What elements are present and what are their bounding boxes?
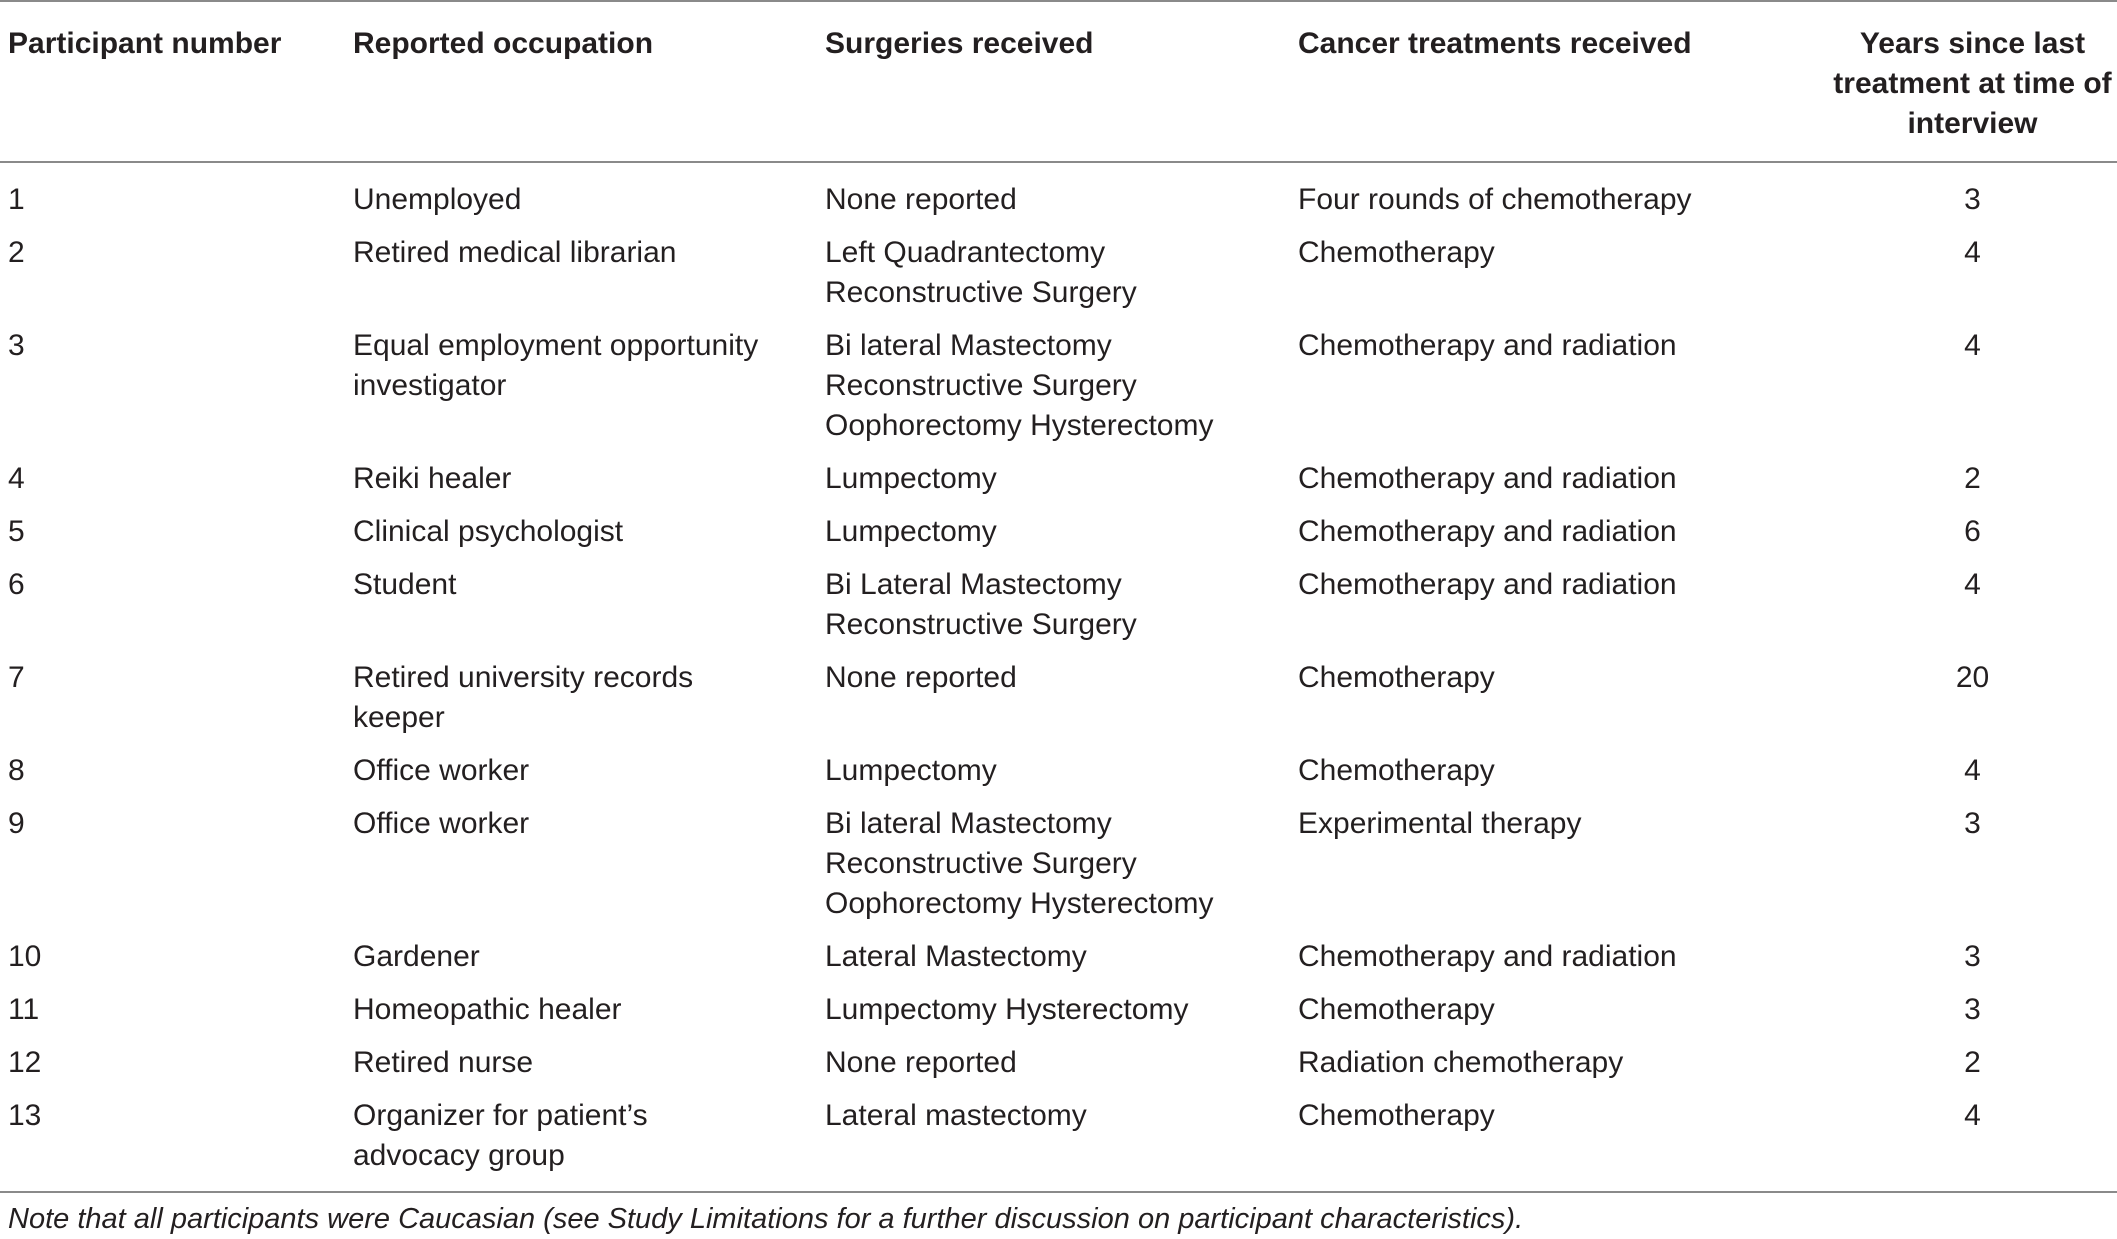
cell-treatments: Chemotherapy [1298,754,1495,787]
table-row [0,320,2117,453]
cell-surgeries: Lateral mastectomy [825,1099,1087,1132]
table-row [0,652,2117,745]
cell-years: 4 [1964,329,1981,362]
cell-participant-number: 3 [8,329,25,362]
cell-surgeries: Bi Lateral Mastectomy Reconstructive Surgery [825,568,1137,641]
cell-participant-number: 13 [8,1099,42,1132]
table-row [0,453,2117,506]
cell-years: 3 [1964,807,1981,840]
cell-participant-number: 6 [8,568,25,601]
cell-surgeries: Lumpectomy [825,462,997,495]
cell-years: 4 [1964,1099,1981,1132]
table-row [0,506,2117,559]
cell-participant-number: 5 [8,515,25,548]
cell-surgeries: None reported [825,661,1017,694]
header-participant-number: Participant number [8,27,282,60]
cell-treatments: Chemotherapy and radiation [1298,329,1677,362]
cell-treatments: Chemotherapy [1298,993,1495,1026]
table-row [0,745,2117,798]
cell-occupation: Office worker [353,807,530,840]
cell-participant-number: 4 [8,462,25,495]
header-surgeries-received: Surgeries received [825,27,1094,60]
cell-years: 6 [1964,515,1981,548]
table-row [0,559,2117,652]
table-row [0,1037,2117,1090]
cell-years: 3 [1964,183,1981,216]
cell-treatments: Four rounds of chemotherapy [1298,183,1692,216]
table-footer [0,1192,2117,1239]
cell-surgeries: None reported [825,183,1017,216]
cell-treatments: Experimental therapy [1298,807,1582,840]
cell-occupation: Equal employment opportunity investigator [353,329,759,402]
cell-years: 2 [1964,1046,1981,1079]
cell-surgeries: Lateral Mastectomy [825,940,1087,973]
table-row [0,162,2117,227]
cell-participant-number: 2 [8,236,25,269]
cell-occupation: Retired university records keeper [353,661,694,734]
cell-occupation: Organizer for patient’s advocacy group [353,1099,648,1172]
table-header [0,1,2117,162]
cell-participant-number: 10 [8,940,42,973]
header-row [0,1,2117,162]
cell-years: 20 [1955,661,1990,694]
cell-participant-number: 8 [8,754,25,787]
cell-surgeries: Bi lateral Mastectomy Reconstructive Surgery Oophorectomy Hysterectomy [825,329,1214,442]
table-row [0,931,2117,984]
cell-years: 4 [1964,754,1981,787]
header-reported-occupation: Reported occupation [353,27,654,60]
cell-years: 4 [1964,568,1981,601]
table-body [0,162,2117,1192]
cell-occupation: Office worker [353,754,530,787]
cell-treatments: Chemotherapy and radiation [1298,568,1677,601]
cell-surgeries: Lumpectomy Hysterectomy [825,993,1189,1026]
cell-years: 4 [1964,236,1981,269]
table-row [0,984,2117,1037]
cell-surgeries: Bi lateral Mastectomy Reconstructive Surgery Oophorectomy Hysterectomy [825,807,1214,920]
table-note: Note that all participants were Caucasian (see Study Limitations for a further discussion on participant characteristics). [8,1203,1524,1235]
cell-participant-number: 1 [8,183,25,216]
cell-treatments: Chemotherapy [1298,1099,1495,1132]
cell-surgeries: Left Quadrantectomy Reconstructive Surgery [825,236,1137,309]
header-cancer-treatments: Cancer treatments received [1298,27,1692,60]
cell-years: 3 [1964,940,1981,973]
cell-treatments: Chemotherapy and radiation [1298,462,1677,495]
cell-participant-number: 7 [8,661,25,694]
cell-treatments: Chemotherapy [1298,661,1495,694]
cell-surgeries: Lumpectomy [825,754,997,787]
cell-surgeries: Lumpectomy [825,515,997,548]
cell-occupation: Retired nurse [353,1046,534,1079]
cell-treatments: Chemotherapy [1298,236,1495,269]
cell-treatments: Chemotherapy and radiation [1298,940,1677,973]
cell-surgeries: None reported [825,1046,1017,1079]
table-note-row [0,1192,2117,1239]
cell-occupation: Clinical psychologist [353,515,624,548]
cell-occupation: Gardener [353,940,480,973]
cell-occupation: Unemployed [353,183,522,216]
cell-treatments: Radiation chemotherapy [1298,1046,1624,1079]
table-row [0,227,2117,320]
table-row [0,798,2117,931]
header-years-since-treatment: Years since last treatment at time of interview [1833,27,2112,140]
cell-participant-number: 9 [8,807,25,840]
cell-occupation: Student [353,568,457,601]
cell-treatments: Chemotherapy and radiation [1298,515,1677,548]
cell-occupation: Reiki healer [353,462,512,495]
cell-participant-number: 11 [8,993,40,1026]
table-row [0,1090,2117,1192]
cell-participant-number: 12 [8,1046,42,1079]
cell-occupation: Homeopathic healer [353,993,622,1026]
cell-years: 2 [1964,462,1981,495]
cell-years: 3 [1964,993,1981,1026]
cell-occupation: Retired medical librarian [353,236,677,269]
